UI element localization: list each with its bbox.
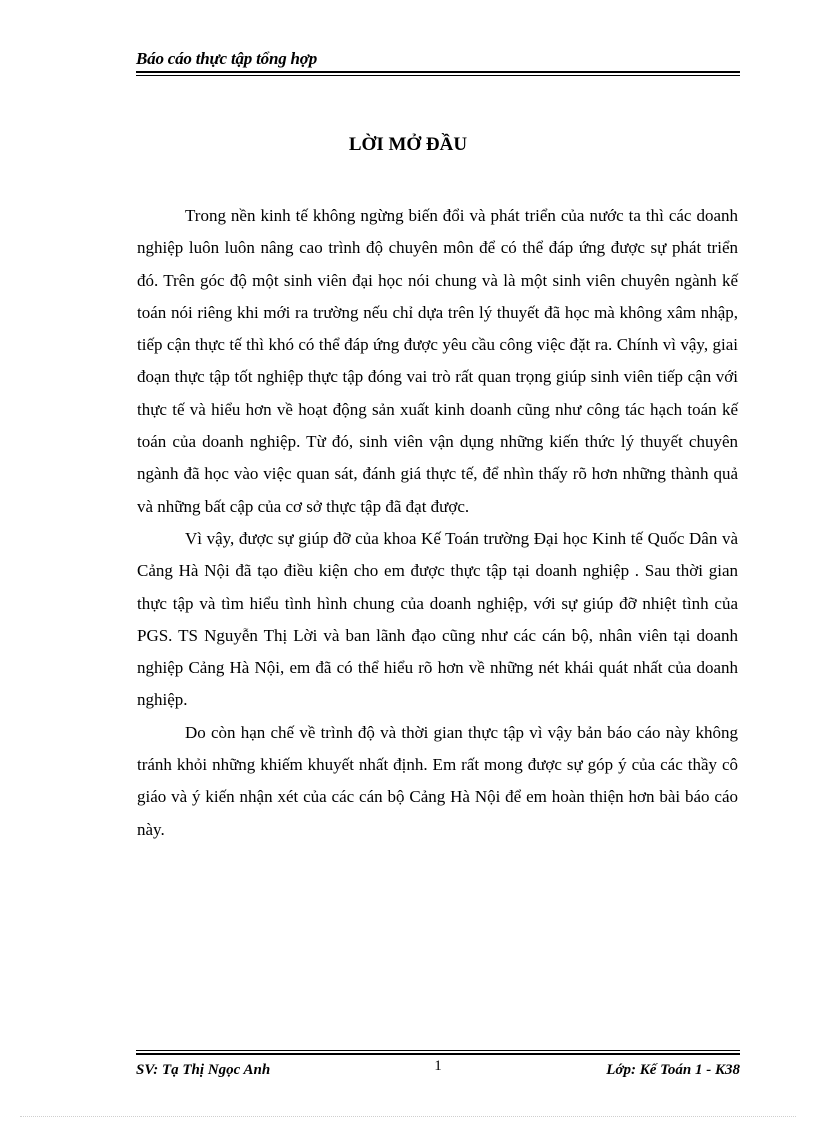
footer-student-name: SV: Tạ Thị Ngọc Anh [136,1062,271,1078]
page-number: 1 [434,1058,442,1074]
header-title: Báo cáo thực tập tổng hợp [136,49,318,68]
page-footer [136,1050,740,1084]
footer-rule-thick [136,1053,740,1055]
paragraph: Trong nền kinh tế không ngừng biến đổi và phát triển của nước ta thì các doanh nghiệp luôn luôn nâng cao trình độ chuyên môn để có thể đáp ứng được sự phát triển đó. Trên góc độ một sinh viên đại học nói chung và là một sinh viên chuyên ngành kế toán nói riêng khi mới ra trường nếu chỉ dựa trên lý thuyết đã học mà không xâm nhập, tiếp cận thực tế thì khó có thể đáp ứng được yêu cầu công việc đặt ra. Chính vì vậy, giai đoạn thực tập tốt nghiệp thực tập đóng vai trò rất quan trọng giúp sinh viên tiếp cận với thực tế và hiểu hơn về hoạt động sản xuất kinh doanh cũng như công tác hạch toán kế toán của doanh nghiệp. Từ đó, sinh viên vận dụng những kiến thức lý thuyết chuyên ngành đã học vào việc quan sát, đánh giá thực tế, để nhìn thấy rõ hơn những thành quả và những bất cập của cơ sở thực tập đã đạt được. [137,206,738,516]
header-rule-thin [136,75,740,76]
page-edge-divider [20,1116,796,1117]
footer-class-label: Lớp: Kế Toán 1 - K38 [606,1062,740,1078]
document-heading: LỜI MỞ ĐẦU [348,134,468,155]
paragraph: Vì vậy, được sự giúp đỡ của khoa Kế Toán trường Đại học Kinh tế Quốc Dân và Cảng Hà Nội đã tạo điều kiện cho em được thực tập tại doanh nghiệp . Sau thời gian thực tập và tìm hiểu tình hình chung của doanh nghiệp, với sự giúp đỡ nhiệt tình của PGS. TS Nguyễn Thị Lời và ban lãnh đạo cũng như các cán bộ, nhân viên tại doanh nghiệp Cảng Hà Nội, em đã có thể hiểu rõ hơn về những nét khái quát nhất của doanh nghiệp. [137,528,738,710]
footer-row [136,1058,740,1084]
footer-rule-thin [136,1050,740,1051]
header-rule-thick [136,71,740,73]
document-body [137,200,738,846]
page-header [136,48,740,76]
paragraph: Do còn hạn chế về trình độ và thời gian thực tập vì vậy bản báo cáo này không tránh khỏi những khiếm khuyết nhất định. Em rất mong được sự góp ý của các thầy cô giáo và ý kiến nhận xét của các cán bộ Cảng Hà Nội để em hoàn thiện hơn bài báo cáo này. [137,722,738,839]
